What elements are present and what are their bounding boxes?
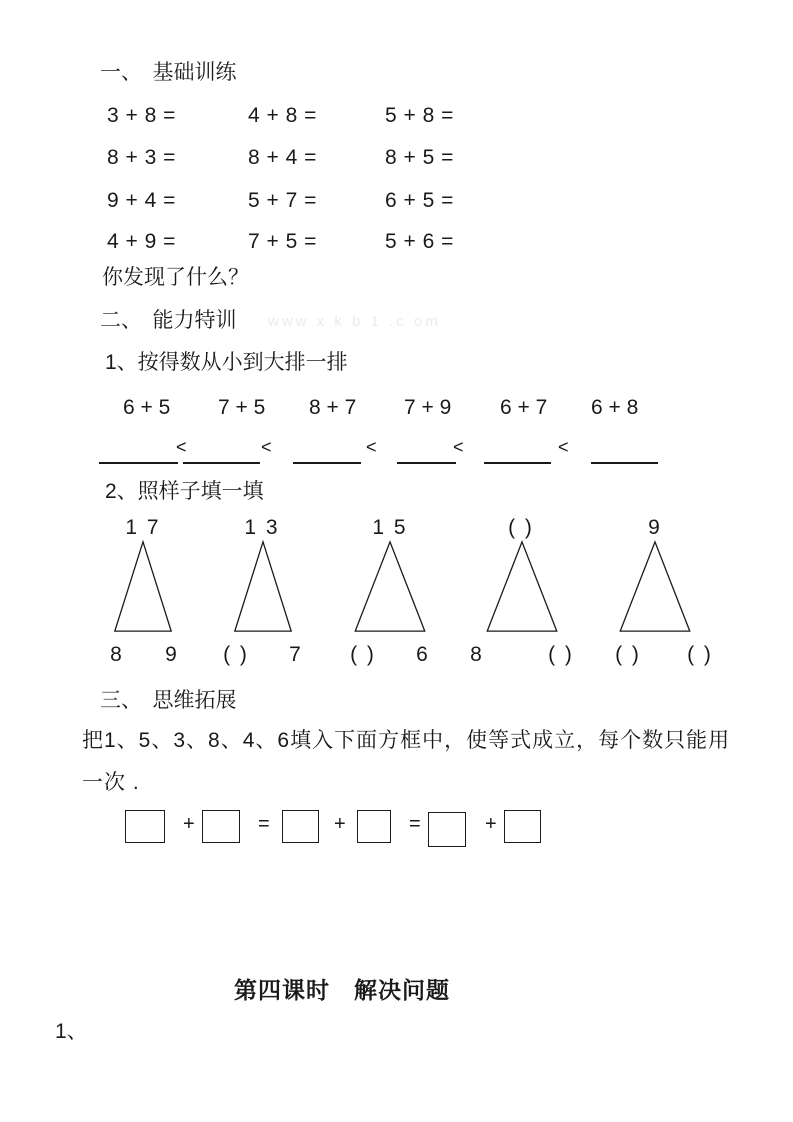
equation: 8 + 5 = bbox=[385, 146, 454, 169]
answer-box[interactable] bbox=[428, 812, 466, 847]
watermark: www x k b 1 .c om bbox=[268, 313, 441, 330]
operator-symbol: + bbox=[334, 813, 346, 835]
triangle-shape bbox=[113, 540, 173, 633]
triangle-shape bbox=[233, 540, 293, 633]
triangle-left-label[interactable]: ( ) bbox=[615, 643, 641, 666]
answer-blank[interactable] bbox=[99, 442, 178, 464]
equation: 3 + 8 = bbox=[107, 104, 176, 127]
sort-expression: 6 + 8 bbox=[591, 396, 639, 419]
equation: 7 + 5 = bbox=[248, 230, 317, 253]
triangle-top-label: 1 7 bbox=[125, 516, 161, 539]
triangle-shape bbox=[353, 540, 427, 633]
sort-expression: 7 + 5 bbox=[218, 396, 266, 419]
equation: 8 + 3 = bbox=[107, 146, 176, 169]
less-than-symbol: < bbox=[453, 437, 464, 457]
answer-box[interactable] bbox=[202, 810, 240, 843]
less-than-symbol: < bbox=[558, 437, 569, 457]
triangle-shape bbox=[485, 540, 559, 633]
operator-symbol: = bbox=[258, 813, 270, 835]
equation: 5 + 6 = bbox=[385, 230, 454, 253]
problem-number: 1、 bbox=[55, 1020, 88, 1043]
sort-expression: 6 + 7 bbox=[500, 396, 548, 419]
triangle-right-label[interactable]: ( ) bbox=[548, 643, 574, 666]
sort-expression: 8 + 7 bbox=[309, 396, 357, 419]
equation: 4 + 8 = bbox=[248, 104, 317, 127]
triangle-left-label[interactable]: ( ) bbox=[223, 643, 249, 666]
answer-box[interactable] bbox=[125, 810, 165, 843]
triangle-right-label[interactable]: ( ) bbox=[687, 643, 713, 666]
sort-expression: 7 + 9 bbox=[404, 396, 452, 419]
section2-item2-label: 2、照样子填一填 bbox=[105, 480, 264, 503]
answer-blank[interactable] bbox=[293, 442, 361, 464]
equation: 5 + 7 = bbox=[248, 189, 317, 212]
triangle-right-label: 7 bbox=[289, 643, 303, 666]
section3-instruction-line2: 一次 . bbox=[82, 771, 140, 794]
section2-item1-label: 1、按得数从小到大排一排 bbox=[105, 351, 348, 374]
equation: 5 + 8 = bbox=[385, 104, 454, 127]
triangle-top-label: 9 bbox=[648, 516, 662, 539]
answer-box[interactable] bbox=[357, 810, 391, 843]
answer-box[interactable] bbox=[504, 810, 541, 843]
triangle-left-label: 8 bbox=[470, 643, 484, 666]
answer-blank[interactable] bbox=[397, 442, 456, 464]
answer-blank[interactable] bbox=[183, 442, 260, 464]
triangle-top-label[interactable]: ( ) bbox=[508, 516, 534, 539]
answer-blank[interactable] bbox=[591, 442, 658, 464]
triangle-left-label[interactable]: ( ) bbox=[350, 643, 376, 666]
triangle-left-label: 8 bbox=[110, 643, 124, 666]
answer-blank[interactable] bbox=[484, 442, 551, 464]
triangle-top-label: 1 5 bbox=[372, 516, 408, 539]
triangle-right-label: 9 bbox=[165, 643, 179, 666]
less-than-symbol: < bbox=[366, 437, 377, 457]
section1-heading: 一、 基础训练 bbox=[100, 61, 237, 84]
operator-symbol: + bbox=[485, 813, 497, 835]
triangle-shape bbox=[618, 540, 692, 633]
equation: 4 + 9 = bbox=[107, 230, 176, 253]
lesson-title: 第四课时 解决问题 bbox=[234, 977, 450, 1003]
sort-expression: 6 + 5 bbox=[123, 396, 171, 419]
discover-question: 你发现了什么？ bbox=[102, 266, 249, 289]
operator-symbol: + bbox=[183, 813, 195, 835]
triangle-top-label: 1 3 bbox=[244, 516, 280, 539]
less-than-symbol: < bbox=[261, 437, 272, 457]
answer-box[interactable] bbox=[282, 810, 319, 843]
triangle-right-label: 6 bbox=[416, 643, 430, 666]
section3-heading: 三、 思维拓展 bbox=[100, 689, 237, 712]
section3-instruction-line1: 把1、5、3、8、4、6填入下面方框中，使等式成立，每个数只能用 bbox=[82, 729, 731, 752]
less-than-symbol: < bbox=[176, 437, 187, 457]
equation: 6 + 5 = bbox=[385, 189, 454, 212]
operator-symbol: = bbox=[409, 813, 421, 835]
equation: 9 + 4 = bbox=[107, 189, 176, 212]
equation: 8 + 4 = bbox=[248, 146, 317, 169]
section2-heading: 二、 能力特训 bbox=[100, 309, 237, 332]
